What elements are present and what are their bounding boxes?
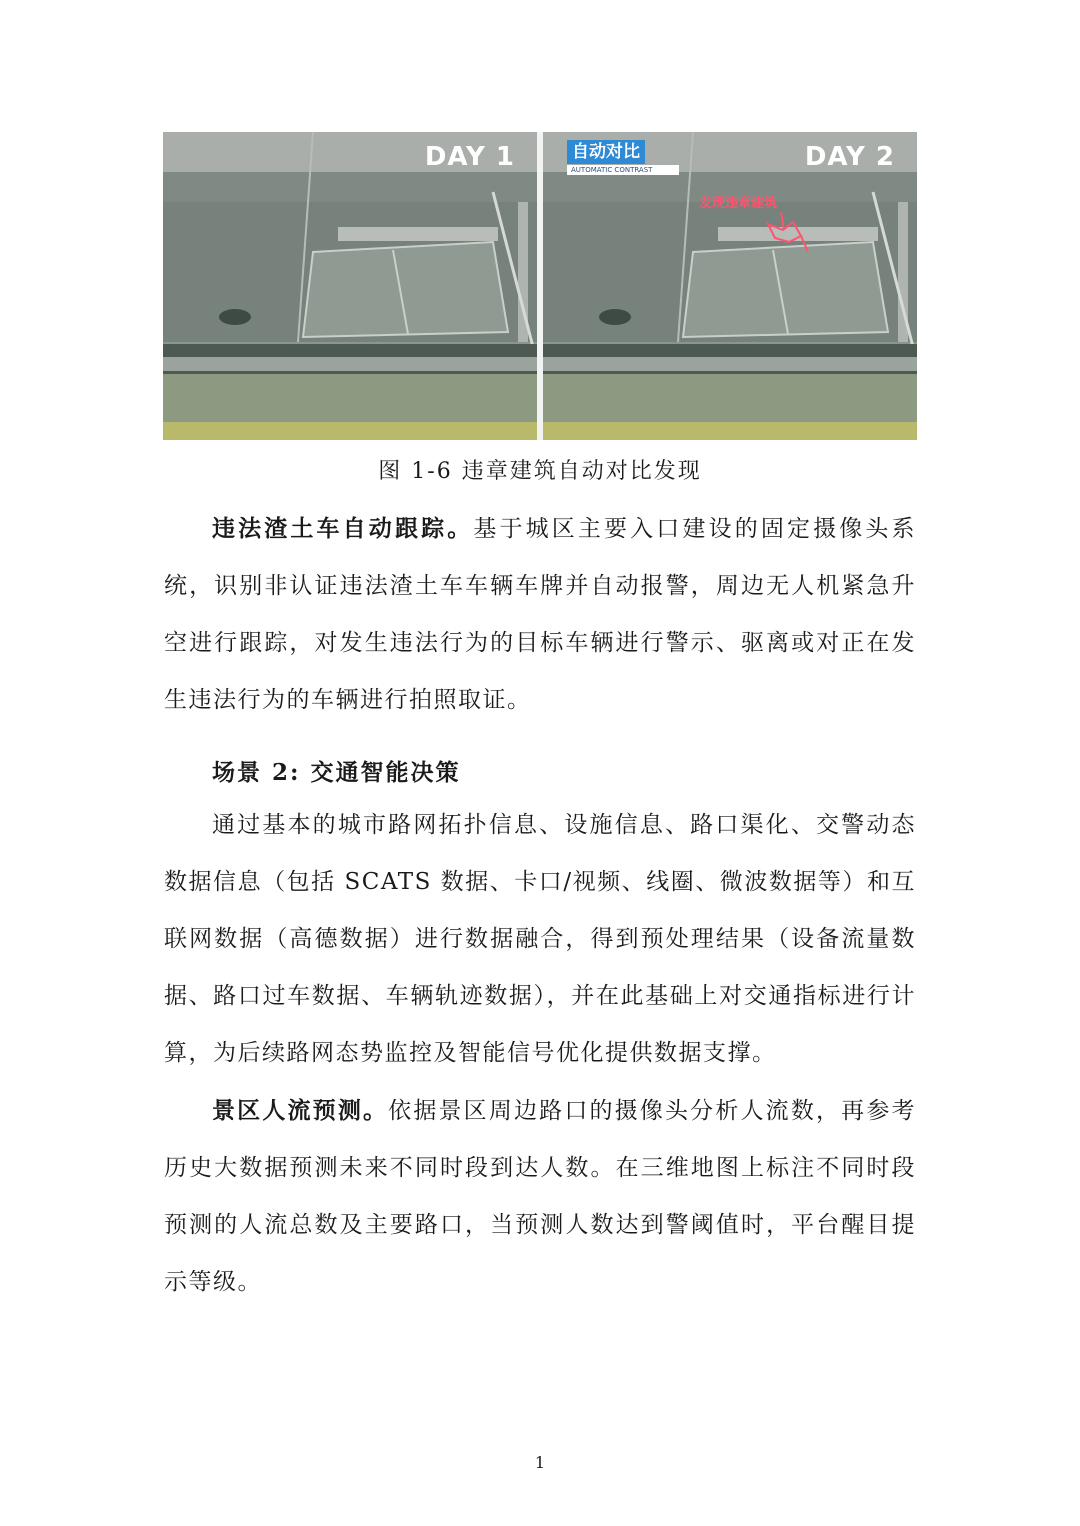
figure-caption: 图 1-6 违章建筑自动对比发现: [378, 459, 702, 484]
aerial-scene-day2: [543, 132, 917, 440]
detection-label: 发现违章建筑: [699, 196, 778, 211]
day1-label: DAY 1: [424, 142, 515, 172]
auto-contrast-badge: [567, 140, 679, 175]
paragraph-body: 基于城区主要入口建设的固定摄像头系统，识别非认证违法渣土车车辆车牌并自动报警，周边无人机紧急升空进行跟踪，对发生违法行为的目标车辆进行警示、驱离或对正在发生违法行为的车辆进行拍照取证。: [164, 516, 917, 713]
aerial-photo-day2: [543, 132, 917, 440]
day2-label: DAY 2: [804, 142, 895, 172]
paragraph-body: 依据景区周边路口的摄像头分析人流数，再参考历史大数据预测未来不同时段到达人数。在三维地图上标注不同时段预测的人流总数及主要路口，当预测人数达到警阈值时，平台醒目提示等级。: [164, 1098, 917, 1295]
paragraph-crowd: [164, 1082, 916, 1311]
aerial-photo-day1: [163, 132, 537, 440]
badge-en-text: AUTOMATIC CONTRAST: [567, 165, 679, 175]
comparison-figure: [163, 132, 917, 440]
badge-cn-text: 自动对比: [567, 140, 645, 164]
section-heading: 场景 2: 交通智能决策: [212, 759, 461, 786]
aerial-scene-day1: [163, 132, 537, 440]
paragraph-traffic: 通过基本的城市路网拓扑信息、设施信息、路口渠化、交警动态数据信息（包括 SCATS 数据、卡口/视频、线圈、微波数据等）和互联网数据（高德数据）进行数据融合，得到预处理结果（设备流量数据、路口过车数据、车辆轨迹数据），并在此基础上对交通指标进行计算，为后续路网态势监控及智能信号优化提供数据支撑。: [164, 812, 916, 1066]
paragraph-lead: 违法渣土车自动跟踪。: [212, 515, 474, 542]
paragraph-muck-truck: [164, 500, 916, 729]
paragraph-lead: 景区人流预测。: [212, 1097, 389, 1124]
page-number: 1: [534, 1453, 546, 1472]
